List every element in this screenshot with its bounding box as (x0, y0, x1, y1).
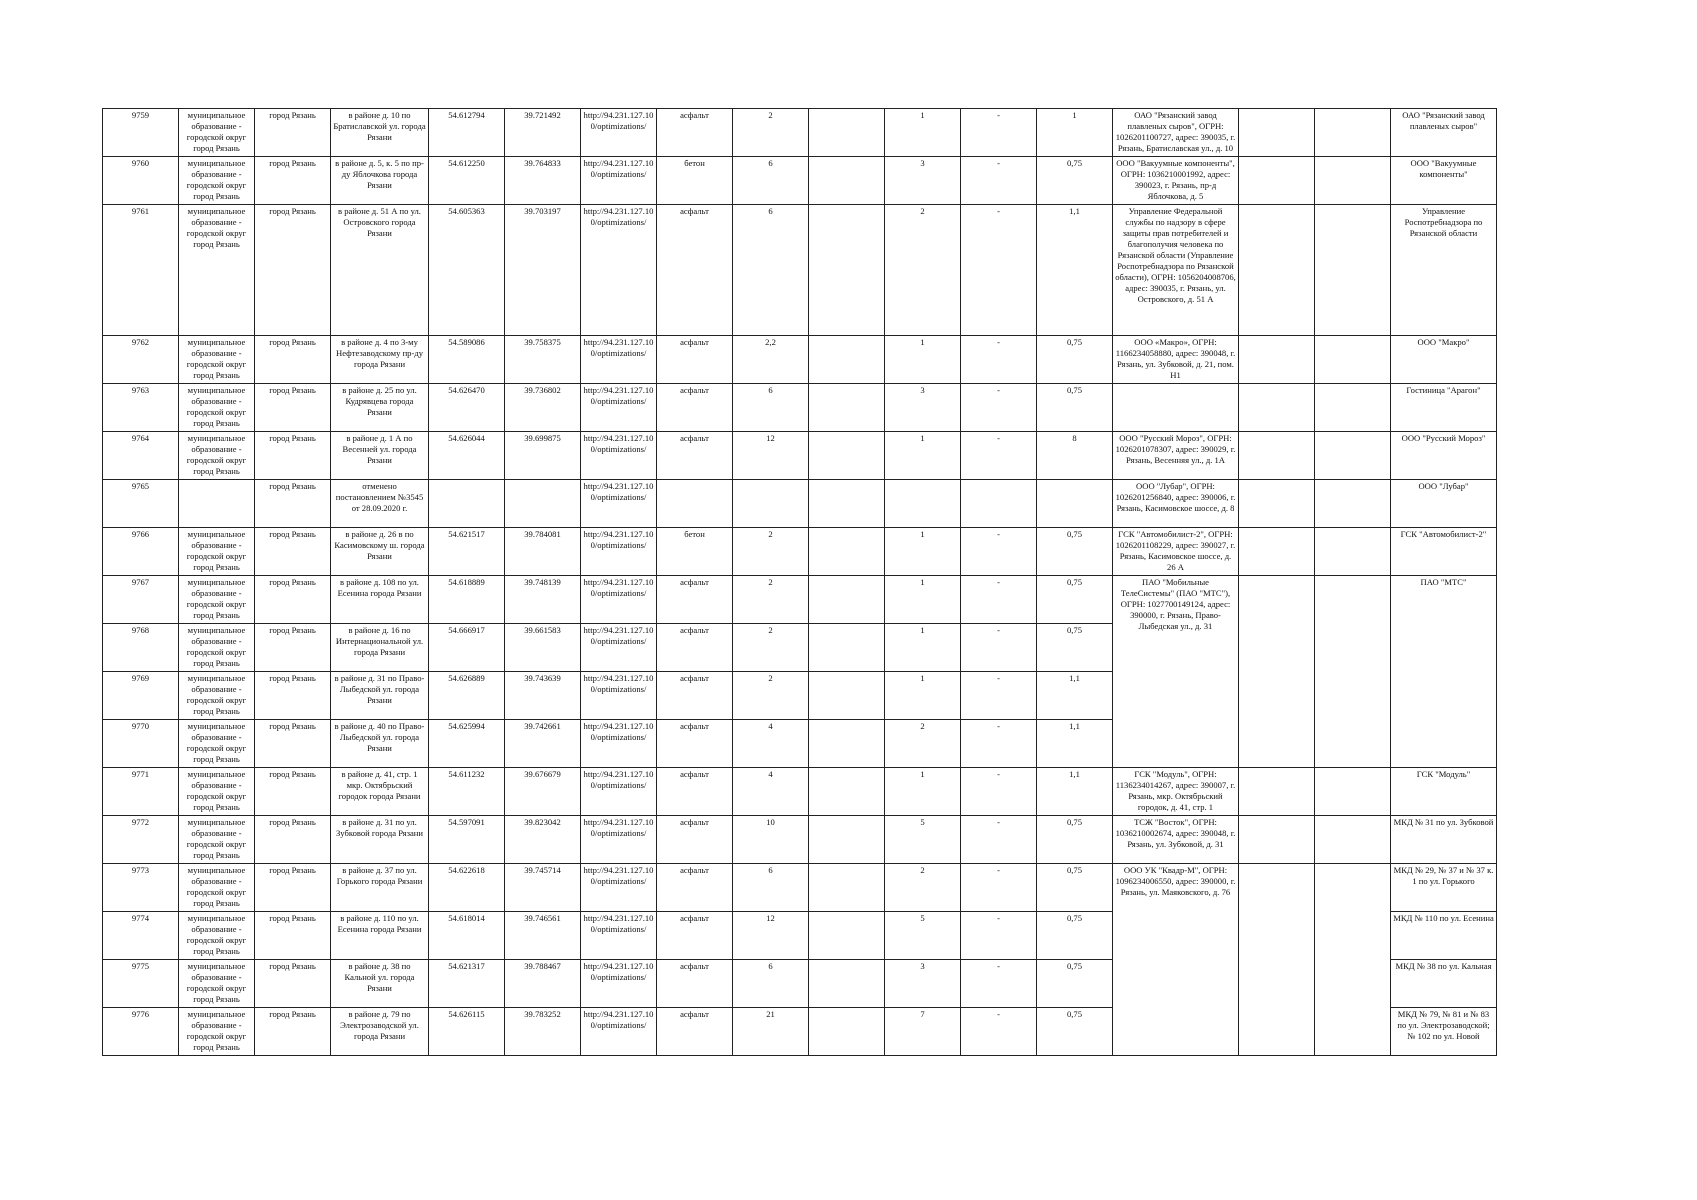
municipality-cell: муниципальное образование - городской округ город Рязань (179, 720, 255, 768)
municipality-cell: муниципальное образование - городской округ город Рязань (179, 864, 255, 912)
longitude-cell (505, 480, 581, 528)
dash-cell: - (961, 528, 1037, 576)
empty-cell (1315, 528, 1391, 576)
count-cell: 5 (885, 816, 961, 864)
surface-cell: асфальт (657, 960, 733, 1008)
address-cell: в районе д. 41, стр. 1 мкр. Октябрьский городок города Рязани (331, 768, 429, 816)
volume-cell: 0,75 (1037, 1008, 1113, 1056)
latitude-cell: 54.611232 (429, 768, 505, 816)
empty-cell (1239, 109, 1315, 157)
area-cell: 2 (733, 109, 809, 157)
empty-cell (809, 912, 885, 960)
address-cell: в районе д. 38 по Кальной ул. города Рязани (331, 960, 429, 1008)
latitude-cell: 54.597091 (429, 816, 505, 864)
empty-cell (1239, 157, 1315, 205)
surface-cell: асфальт (657, 384, 733, 432)
owner-cell: ООО УК "Квадр-М", ОГРН: 1096234006550, адрес: 390000, г. Рязань, ул. Маяковского, д. 76 (1113, 864, 1239, 1056)
empty-cell (809, 109, 885, 157)
source-cell: ГСК "Автомобилист-2" (1391, 528, 1497, 576)
url-cell: http://94.231.127.10 0/optimizations/ (581, 624, 657, 672)
row-id: 9775 (103, 960, 179, 1008)
dash-cell: - (961, 864, 1037, 912)
row-id: 9761 (103, 205, 179, 336)
count-cell: 1 (885, 109, 961, 157)
source-cell: ПАО "МТС" (1391, 576, 1497, 768)
source-cell: Гостиница "Арагон" (1391, 384, 1497, 432)
owner-cell: ГСК "Модуль", ОГРН: 1136234014267, адрес: 390007, г. Рязань, мкр. Октябрьский городок, д. 41, стр. 1 (1113, 768, 1239, 816)
source-cell: МКД № 110 по ул. Есенина (1391, 912, 1497, 960)
city-cell: город Рязань (255, 336, 331, 384)
city-cell: город Рязань (255, 768, 331, 816)
volume-cell: 1 (1037, 109, 1113, 157)
city-cell: город Рязань (255, 624, 331, 672)
empty-cell (1239, 336, 1315, 384)
empty-cell (1315, 768, 1391, 816)
dash-cell: - (961, 912, 1037, 960)
table-row (103, 816, 1497, 864)
longitude-cell: 39.742661 (505, 720, 581, 768)
volume-cell: 0,75 (1037, 384, 1113, 432)
surface-cell: асфальт (657, 816, 733, 864)
row-id: 9759 (103, 109, 179, 157)
address-cell: в районе д. 25 по ул. Кудрявцева города Рязани (331, 384, 429, 432)
row-id: 9771 (103, 768, 179, 816)
municipality-cell (179, 480, 255, 528)
row-id: 9770 (103, 720, 179, 768)
empty-cell (1239, 576, 1315, 768)
dash-cell: - (961, 672, 1037, 720)
city-cell: город Рязань (255, 205, 331, 336)
dash-cell: - (961, 624, 1037, 672)
count-cell: 5 (885, 912, 961, 960)
city-cell: город Рязань (255, 528, 331, 576)
address-cell: в районе д. 4 по 3-му Нефтезаводскому пр-ду города Рязани (331, 336, 429, 384)
address-cell: в районе д. 108 по ул. Есенина города Рязани (331, 576, 429, 624)
url-cell: http://94.231.127.10 0/optimizations/ (581, 109, 657, 157)
latitude-cell: 54.621317 (429, 960, 505, 1008)
address-cell: в районе д. 37 по ул. Горького города Рязани (331, 864, 429, 912)
url-cell: http://94.231.127.10 0/optimizations/ (581, 816, 657, 864)
latitude-cell: 54.625994 (429, 720, 505, 768)
source-cell: ООО "Русский Мороз" (1391, 432, 1497, 480)
surface-cell: асфальт (657, 336, 733, 384)
empty-cell (1239, 432, 1315, 480)
surface-cell: асфальт (657, 432, 733, 480)
row-id: 9767 (103, 576, 179, 624)
longitude-cell: 39.736802 (505, 384, 581, 432)
url-cell: http://94.231.127.10 0/optimizations/ (581, 205, 657, 336)
empty-cell (809, 432, 885, 480)
count-cell: 1 (885, 768, 961, 816)
city-cell: город Рязань (255, 912, 331, 960)
volume-cell: 1,1 (1037, 720, 1113, 768)
url-cell: http://94.231.127.10 0/optimizations/ (581, 720, 657, 768)
empty-cell (1239, 528, 1315, 576)
municipality-cell: муниципальное образование - городской округ город Рязань (179, 672, 255, 720)
area-cell: 10 (733, 816, 809, 864)
empty-cell (1239, 864, 1315, 1056)
dash-cell: - (961, 1008, 1037, 1056)
empty-cell (1239, 816, 1315, 864)
city-cell: город Рязань (255, 480, 331, 528)
count-cell: 1 (885, 576, 961, 624)
empty-cell (1315, 384, 1391, 432)
table-row (103, 528, 1497, 576)
row-id: 9769 (103, 672, 179, 720)
municipality-cell: муниципальное образование - городской округ город Рязань (179, 624, 255, 672)
area-cell: 6 (733, 205, 809, 336)
table-row (103, 205, 1497, 336)
empty-cell (809, 720, 885, 768)
dash-cell: - (961, 109, 1037, 157)
source-cell: ОАО "Рязанский завод плавленых сыров" (1391, 109, 1497, 157)
longitude-cell: 39.703197 (505, 205, 581, 336)
count-cell: 2 (885, 205, 961, 336)
city-cell: город Рязань (255, 109, 331, 157)
longitude-cell: 39.823042 (505, 816, 581, 864)
municipality-cell: муниципальное образование - городской округ город Рязань (179, 576, 255, 624)
count-cell: 3 (885, 384, 961, 432)
area-cell: 12 (733, 912, 809, 960)
owner-cell: ООО «Макро», ОГРН: 1166234058880, адрес: 390048, г. Рязань, ул. Зубковой, д. 21, пом. Н1 (1113, 336, 1239, 384)
longitude-cell: 39.784081 (505, 528, 581, 576)
empty-cell (1315, 864, 1391, 1056)
address-cell: в районе д. 31 по ул. Зубковой города Рязани (331, 816, 429, 864)
municipality-cell: муниципальное образование - городской округ город Рязань (179, 1008, 255, 1056)
owner-cell: ООО "Вакуумные компоненты", ОГРН: 1036210001992, адрес: 390023, г. Рязань, пр-д Яблочкова, д. 5 (1113, 157, 1239, 205)
row-id: 9773 (103, 864, 179, 912)
latitude-cell: 54.622618 (429, 864, 505, 912)
address-cell: в районе д. 40 по Право-Лыбедской ул. города Рязани (331, 720, 429, 768)
volume-cell: 0,75 (1037, 864, 1113, 912)
dash-cell: - (961, 157, 1037, 205)
empty-cell (1239, 480, 1315, 528)
volume-cell: 0,75 (1037, 528, 1113, 576)
latitude-cell: 54.626115 (429, 1008, 505, 1056)
register-table (102, 108, 1497, 1056)
longitude-cell: 39.743639 (505, 672, 581, 720)
source-cell: Управление Роспотребнадзора по Рязанской области (1391, 205, 1497, 336)
count-cell: 2 (885, 720, 961, 768)
address-cell: в районе д. 1 А по Весенней ул. города Рязани (331, 432, 429, 480)
empty-cell (809, 672, 885, 720)
count-cell: 1 (885, 624, 961, 672)
area-cell: 6 (733, 864, 809, 912)
empty-cell (1315, 205, 1391, 336)
owner-cell: ОАО "Рязанский завод плавленых сыров", ОГРН: 1026201100727, адрес: 390035, г. Рязань, Братиславская ул., д. 10 (1113, 109, 1239, 157)
area-cell: 4 (733, 720, 809, 768)
empty-cell (809, 205, 885, 336)
owner-cell: ООО "Лубар", ОГРН: 1026201256840, адрес: 390006, г. Рязань, Касимовское шоссе, д. 8 (1113, 480, 1239, 528)
area-cell (733, 480, 809, 528)
longitude-cell: 39.745714 (505, 864, 581, 912)
source-cell: МКД № 29, № 37 и № 37 к. 1 по ул. Горького (1391, 864, 1497, 912)
url-cell: http://94.231.127.10 0/optimizations/ (581, 528, 657, 576)
municipality-cell: муниципальное образование - городской округ город Рязань (179, 960, 255, 1008)
empty-cell (1315, 432, 1391, 480)
empty-cell (809, 816, 885, 864)
area-cell: 12 (733, 432, 809, 480)
register-table-body (103, 109, 1497, 1056)
address-cell: в районе д. 79 по Электрозаводской ул. города Рязани (331, 1008, 429, 1056)
dash-cell (961, 480, 1037, 528)
url-cell: http://94.231.127.10 0/optimizations/ (581, 1008, 657, 1056)
empty-cell (1239, 205, 1315, 336)
longitude-cell: 39.676679 (505, 768, 581, 816)
owner-cell: ООО "Русский Мороз", ОГРН: 1026201078307, адрес: 390029, г. Рязань, Весенняя ул., д. 1А (1113, 432, 1239, 480)
latitude-cell: 54.626889 (429, 672, 505, 720)
municipality-cell: муниципальное образование - городской округ город Рязань (179, 768, 255, 816)
empty-cell (809, 480, 885, 528)
source-cell: МКД № 79, № 81 и № 83 по ул. Электрозаводской; № 102 по ул. Новой (1391, 1008, 1497, 1056)
longitude-cell: 39.699875 (505, 432, 581, 480)
empty-cell (809, 960, 885, 1008)
url-cell: http://94.231.127.10 0/optimizations/ (581, 672, 657, 720)
municipality-cell: муниципальное образование - городской округ город Рязань (179, 528, 255, 576)
address-cell: в районе д. 31 по Право-Лыбедской ул. города Рязани (331, 672, 429, 720)
city-cell: город Рязань (255, 720, 331, 768)
url-cell: http://94.231.127.10 0/optimizations/ (581, 912, 657, 960)
table-row (103, 576, 1497, 624)
dash-cell: - (961, 768, 1037, 816)
dash-cell: - (961, 960, 1037, 1008)
count-cell: 1 (885, 528, 961, 576)
area-cell: 2 (733, 528, 809, 576)
latitude-cell (429, 480, 505, 528)
url-cell: http://94.231.127.10 0/optimizations/ (581, 960, 657, 1008)
dash-cell: - (961, 432, 1037, 480)
latitude-cell: 54.626044 (429, 432, 505, 480)
area-cell: 2,2 (733, 336, 809, 384)
table-row (103, 384, 1497, 432)
longitude-cell: 39.721492 (505, 109, 581, 157)
surface-cell: асфальт (657, 672, 733, 720)
municipality-cell: муниципальное образование - городской округ город Рязань (179, 336, 255, 384)
latitude-cell: 54.618014 (429, 912, 505, 960)
url-cell: http://94.231.127.10 0/optimizations/ (581, 336, 657, 384)
table-row (103, 157, 1497, 205)
empty-cell (809, 768, 885, 816)
volume-cell: 0,75 (1037, 157, 1113, 205)
empty-cell (1315, 157, 1391, 205)
empty-cell (1315, 576, 1391, 768)
volume-cell: 0,75 (1037, 624, 1113, 672)
owner-cell: Управление Федеральной службы по надзору в сфере защиты прав потребителей и благополучия человека по Рязанской области (Управление Роспотребнадзора по Рязанской области), ОГРН: 1056204008706, адрес: 390035, г. Рязань, ул. Островского, д. 51 А (1113, 205, 1239, 336)
municipality-cell: муниципальное образование - городской округ город Рязань (179, 109, 255, 157)
surface-cell: асфальт (657, 624, 733, 672)
table-row (103, 109, 1497, 157)
empty-cell (809, 528, 885, 576)
empty-cell (809, 157, 885, 205)
count-cell: 3 (885, 960, 961, 1008)
empty-cell (809, 624, 885, 672)
municipality-cell: муниципальное образование - городской округ город Рязань (179, 157, 255, 205)
url-cell: http://94.231.127.10 0/optimizations/ (581, 768, 657, 816)
dash-cell: - (961, 816, 1037, 864)
count-cell: 7 (885, 1008, 961, 1056)
url-cell: http://94.231.127.10 0/optimizations/ (581, 864, 657, 912)
address-cell: отменено постановлением №3545 от 28.09.2020 г. (331, 480, 429, 528)
area-cell: 6 (733, 384, 809, 432)
row-id: 9764 (103, 432, 179, 480)
source-cell: ООО "Вакуумные компоненты" (1391, 157, 1497, 205)
area-cell: 6 (733, 960, 809, 1008)
empty-cell (1315, 109, 1391, 157)
volume-cell: 1,1 (1037, 672, 1113, 720)
count-cell: 1 (885, 336, 961, 384)
city-cell: город Рязань (255, 1008, 331, 1056)
area-cell: 4 (733, 768, 809, 816)
table-row (103, 336, 1497, 384)
url-cell: http://94.231.127.10 0/optimizations/ (581, 384, 657, 432)
longitude-cell: 39.746561 (505, 912, 581, 960)
municipality-cell: муниципальное образование - городской округ город Рязань (179, 912, 255, 960)
volume-cell: 8 (1037, 432, 1113, 480)
row-id: 9765 (103, 480, 179, 528)
area-cell: 2 (733, 672, 809, 720)
surface-cell: бетон (657, 157, 733, 205)
surface-cell (657, 480, 733, 528)
city-cell: город Рязань (255, 816, 331, 864)
volume-cell (1037, 480, 1113, 528)
municipality-cell: муниципальное образование - городской округ город Рязань (179, 205, 255, 336)
owner-cell: ТСЖ "Восток", ОГРН: 1036210002674, адрес: 390048, г. Рязань, ул. Зубковой, д. 31 (1113, 816, 1239, 864)
longitude-cell: 39.748139 (505, 576, 581, 624)
address-cell: в районе д. 26 в по Касимовскому ш. города Рязани (331, 528, 429, 576)
longitude-cell: 39.661583 (505, 624, 581, 672)
volume-cell: 0,75 (1037, 576, 1113, 624)
area-cell: 2 (733, 624, 809, 672)
dash-cell: - (961, 720, 1037, 768)
empty-cell (809, 1008, 885, 1056)
city-cell: город Рязань (255, 864, 331, 912)
latitude-cell: 54.621517 (429, 528, 505, 576)
dash-cell: - (961, 336, 1037, 384)
row-id: 9763 (103, 384, 179, 432)
url-cell: http://94.231.127.10 0/optimizations/ (581, 480, 657, 528)
row-id: 9766 (103, 528, 179, 576)
count-cell: 1 (885, 672, 961, 720)
surface-cell: асфальт (657, 864, 733, 912)
city-cell: город Рязань (255, 432, 331, 480)
longitude-cell: 39.783252 (505, 1008, 581, 1056)
surface-cell: асфальт (657, 720, 733, 768)
city-cell: город Рязань (255, 157, 331, 205)
empty-cell (1315, 480, 1391, 528)
count-cell (885, 480, 961, 528)
row-id: 9768 (103, 624, 179, 672)
area-cell: 6 (733, 157, 809, 205)
municipality-cell: муниципальное образование - городской округ город Рязань (179, 432, 255, 480)
latitude-cell: 54.589086 (429, 336, 505, 384)
area-cell: 21 (733, 1008, 809, 1056)
surface-cell: бетон (657, 528, 733, 576)
longitude-cell: 39.764833 (505, 157, 581, 205)
count-cell: 1 (885, 432, 961, 480)
source-cell: ООО "Макро" (1391, 336, 1497, 384)
volume-cell: 1,1 (1037, 768, 1113, 816)
longitude-cell: 39.788467 (505, 960, 581, 1008)
latitude-cell: 54.612794 (429, 109, 505, 157)
address-cell: в районе д. 16 по Интернациональной ул. города Рязани (331, 624, 429, 672)
surface-cell: асфальт (657, 768, 733, 816)
surface-cell: асфальт (657, 205, 733, 336)
table-row (103, 864, 1497, 912)
surface-cell: асфальт (657, 109, 733, 157)
latitude-cell: 54.612250 (429, 157, 505, 205)
source-cell: МКД № 31 по ул. Зубковой (1391, 816, 1497, 864)
table-row (103, 768, 1497, 816)
address-cell: в районе д. 51 А по ул. Островского города Рязани (331, 205, 429, 336)
longitude-cell: 39.758375 (505, 336, 581, 384)
row-id: 9760 (103, 157, 179, 205)
owner-cell (1113, 384, 1239, 432)
surface-cell: асфальт (657, 576, 733, 624)
address-cell: в районе д. 10 по Братиславской ул. города Рязани (331, 109, 429, 157)
source-cell: ООО "Лубар" (1391, 480, 1497, 528)
empty-cell (809, 384, 885, 432)
empty-cell (1315, 816, 1391, 864)
volume-cell: 1,1 (1037, 205, 1113, 336)
url-cell: http://94.231.127.10 0/optimizations/ (581, 576, 657, 624)
dash-cell: - (961, 384, 1037, 432)
empty-cell (1239, 384, 1315, 432)
area-cell: 2 (733, 576, 809, 624)
surface-cell: асфальт (657, 912, 733, 960)
source-cell: МКД № 38 по ул. Кальная (1391, 960, 1497, 1008)
volume-cell: 0,75 (1037, 336, 1113, 384)
city-cell: город Рязань (255, 960, 331, 1008)
dash-cell: - (961, 205, 1037, 336)
empty-cell (809, 576, 885, 624)
city-cell: город Рязань (255, 672, 331, 720)
table-row (103, 432, 1497, 480)
address-cell: в районе д. 5, к. 5 по пр-ду Яблочкова города Рязани (331, 157, 429, 205)
volume-cell: 0,75 (1037, 912, 1113, 960)
volume-cell: 0,75 (1037, 960, 1113, 1008)
municipality-cell: муниципальное образование - городской округ город Рязань (179, 816, 255, 864)
owner-cell: ГСК "Автомобилист-2", ОГРН: 1026201108229, адрес: 390027, г. Рязань, Касимовское шоссе, д. 26 А (1113, 528, 1239, 576)
volume-cell: 0,75 (1037, 816, 1113, 864)
empty-cell (1315, 336, 1391, 384)
count-cell: 2 (885, 864, 961, 912)
dash-cell: - (961, 576, 1037, 624)
latitude-cell: 54.605363 (429, 205, 505, 336)
row-id: 9774 (103, 912, 179, 960)
url-cell: http://94.231.127.10 0/optimizations/ (581, 157, 657, 205)
latitude-cell: 54.666917 (429, 624, 505, 672)
municipality-cell: муниципальное образование - городской округ город Рязань (179, 384, 255, 432)
latitude-cell: 54.618889 (429, 576, 505, 624)
owner-cell: ПАО "Мобильные ТелеСистемы" (ПАО "МТС"), ОГРН: 1027700149124, адрес: 390000, г. Рязань, Право-Лыбедская ул., д. 31 (1113, 576, 1239, 768)
latitude-cell: 54.626470 (429, 384, 505, 432)
url-cell: http://94.231.127.10 0/optimizations/ (581, 432, 657, 480)
source-cell: ГСК "Модуль" (1391, 768, 1497, 816)
row-id: 9772 (103, 816, 179, 864)
count-cell: 3 (885, 157, 961, 205)
empty-cell (809, 864, 885, 912)
row-id: 9776 (103, 1008, 179, 1056)
city-cell: город Рязань (255, 384, 331, 432)
empty-cell (1239, 768, 1315, 816)
surface-cell: асфальт (657, 1008, 733, 1056)
table-row (103, 480, 1497, 528)
empty-cell (809, 336, 885, 384)
row-id: 9762 (103, 336, 179, 384)
address-cell: в районе д. 110 по ул. Есенина города Рязани (331, 912, 429, 960)
city-cell: город Рязань (255, 576, 331, 624)
